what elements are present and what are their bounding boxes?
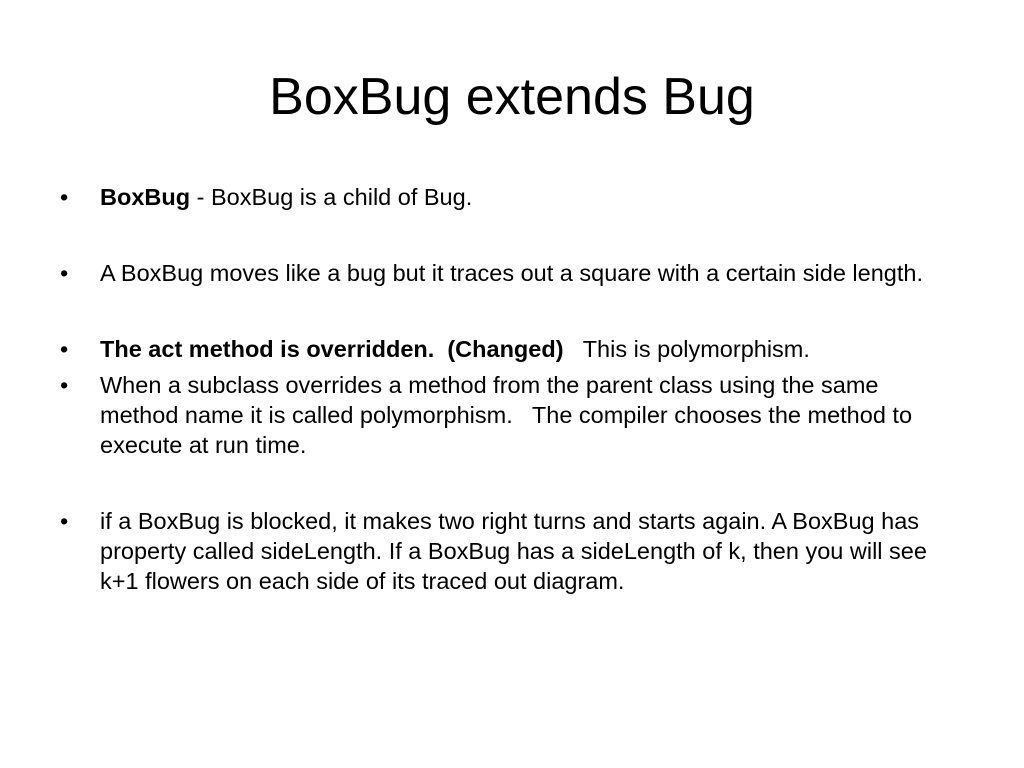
- bullet-text: A BoxBug moves like a bug but it traces out a square with a certain side length.: [100, 260, 923, 286]
- bullet-bold-text: The act method is overridden. (Changed): [100, 336, 564, 362]
- bullet-text: if a BoxBug is blocked, it makes two right turns and starts again. A BoxBug has property called sideLength. If a BoxBug has a sideLength of k, then you will see k+1 flowers on each side of its traced out diagram.: [100, 508, 927, 594]
- slide-title: BoxBug extends Bug: [269, 68, 755, 126]
- bullet-text: - BoxBug is a child of Bug.: [190, 184, 473, 210]
- bullet-bold-text: BoxBug: [100, 184, 191, 210]
- bullet-text: When a subclass overrides a method from the parent class using the same method name it is called polymorphism. The compiler chooses the method to execute at run time.: [100, 372, 919, 458]
- bullet-item-moves-like-bug: [60, 258, 960, 288]
- bullet-dot-icon: •: [60, 372, 69, 398]
- bullet-dot-icon: •: [60, 336, 69, 362]
- bullet-text: This is polymorphism.: [563, 336, 810, 362]
- bullet-dot-icon: •: [60, 260, 69, 286]
- bullet-item-act-overridden: [60, 334, 960, 364]
- bullet-dot-icon: •: [60, 508, 69, 534]
- bullet-item-boxbug-child: [60, 182, 960, 212]
- bullet-list: [60, 182, 960, 596]
- bullet-dot-icon: •: [60, 184, 69, 210]
- bullet-item-blocked-behavior: [60, 506, 960, 596]
- bullet-item-polymorphism-definition: [60, 370, 960, 460]
